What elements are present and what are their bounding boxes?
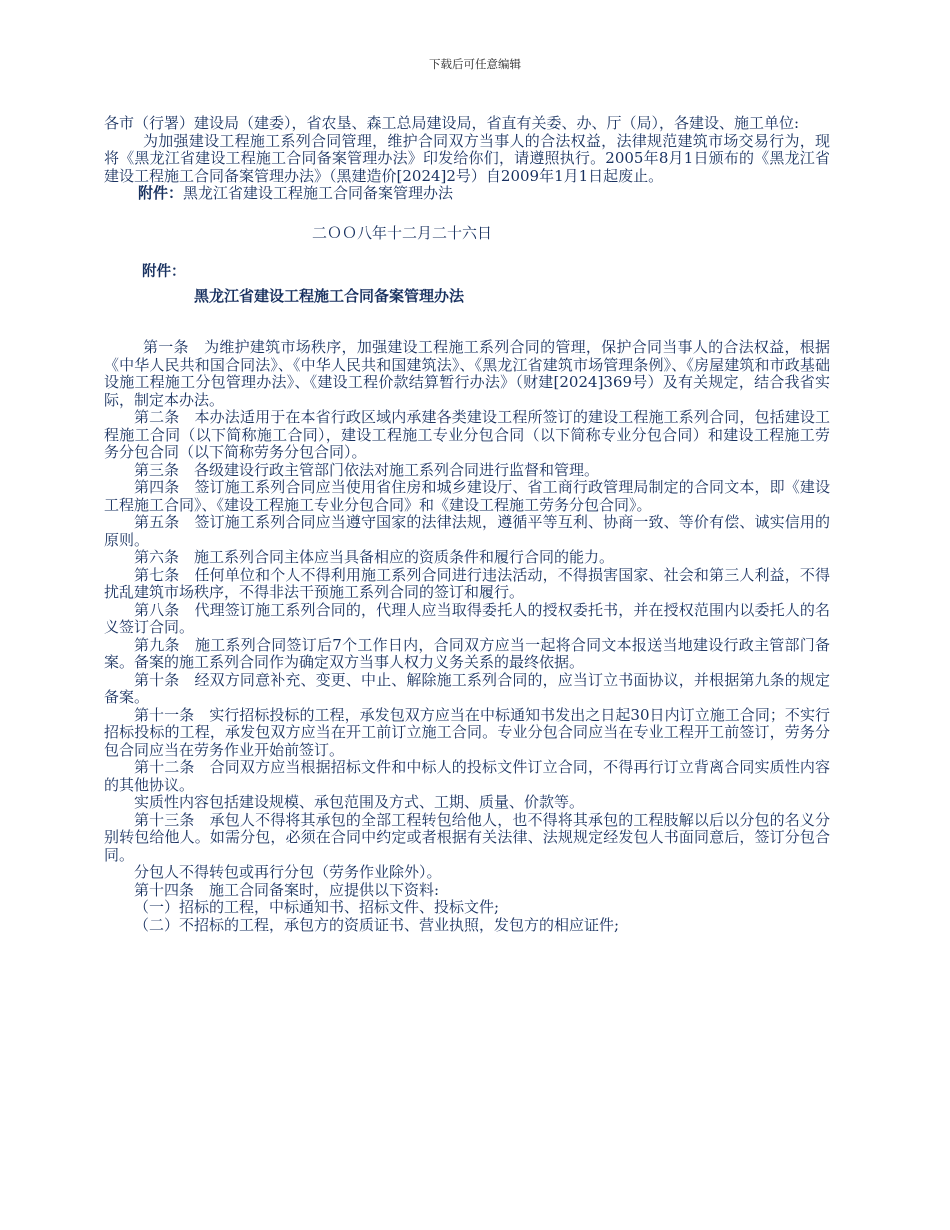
article-14-item-2: （二）不招标的工程，承包方的资质证书、营业执照，发包方的相应证件; [134,915,620,934]
attachment-label: 附件： [138,184,184,202]
document-title: 黑龙江省建设工程施工合同备案管理办法 [194,286,465,305]
notice-recipients: 各市（行署）建设局（建委），省农垦、森工总局建设局，省直有关委、办、厅（局），各建设、施工单位: [104,114,800,132]
notice-attachment [104,185,830,203]
article-12-note: 实质性内容包括建设规模、承包范围及方式、工期、质量、价款等。 [134,793,585,811]
article-1: 第一条 为维护建筑市场秩序，加强建设工程施工系列合同的管理，保护合同当事人的合法权益，根据《中华人民共和国合同法》、《中华人民共和国建筑法》、《黑龙江省建筑市场管理条例》、《房屋建筑和市政基础设施工程施工分包管理办法》、《建设工程价款结算暂行办法》（财建[2024]369号）及有关规定，结合我省实际，制定本办法。 [104,338,830,409]
article-5: 第五条 签订施工系列合同应当遵守国家的法律法规，遵循平等互利、协商一致、等价有偿、诚实信用的原则。 [104,513,830,549]
article-4: 第四条 签订施工系列合同应当使用省住房和城乡建设厅、省工商行政管理局制定的合同文本，即《建设工程施工合同》、《建设工程施工专业分包合同》和《建设工程施工劳务分包合同》。 [104,478,830,514]
article-2: 第二条 本办法适用于在本省行政区域内承建各类建设工程所签订的建设工程施工系列合同，包括建设工程施工合同（以下简称施工合同），建设工程施工专业分包合同（以下简称专业分包合同）和建设工程施工劳务分包合同（以下简称劳务分包合同）。 [104,408,830,461]
document-body [104,115,830,934]
article-13-note: 分包人不得转包或再行分包（劳务作业除外）。 [134,863,442,881]
attachment-heading: 附件： [142,264,186,280]
article-6: 第六条 施工系列合同主体应当具备相应的资质条件和履行合同的能力。 [134,548,615,566]
article-11: 第十一条 实行招标投标的工程，承发包双方应当在中标通知书发出之日起30日内订立施工合同；不实行招标投标的工程，承发包双方应当在开工前订立施工合同。专业分包合同应当在专业工程开工前签订，劳务分包合同应当在劳务作业开始前签订。 [104,705,830,759]
article-14-item-1: （一）招标的工程，中标通知书、招标文件、投标文件; [134,898,500,916]
article-3: 第三条 各级建设行政主管部门依法对施工系列合同进行监督和管理。 [134,460,600,479]
article-10: 第十条 经双方同意补充、变更、中止、解除施工系列合同的，应当订立书面协议，并根据第九条的规定备案。 [104,670,830,706]
notice-date: 二ＯＯ八年十二月二十六日 [312,223,493,242]
article-14: 第十四条 施工合同备案时，应提供以下资料: [134,880,440,899]
notice-body: 为加强建设工程施工系列合同管理，维护合同双方当事人的合法权益，法律规范建筑市场交易行为，现将《黑龙江省建设工程施工合同备案管理办法》印发给你们，请遵照执行。2005年8月1日颁布的《黑龙江省建设工程施工合同备案管理办法》（黑建造价[2024]2号）自2009年1月1日起废止。 [104,131,830,185]
attachment-name: 黑龙江省建设工程施工合同备案管理办法 [183,184,454,202]
article-9: 第九条 施工系列合同签订后7个工作日内，合同双方应当一起将合同文本报送当地建设行政主管部门备案。备案的施工系列合同作为确定双方当事人权力义务关系的最终依据。 [104,635,830,671]
article-12: 第十二条 合同双方应当根据招标文件和中标人的投标文件订立合同，不得再行订立背离合同实质性内容的其他协议。 [104,758,830,794]
article-7: 第七条 任何单位和个人不得利用施工系列合同进行违法活动，不得损害国家、社会和第三人利益，不得扰乱建筑市场秩序，不得非法干预施工系列合同的签订和履行。 [104,565,830,601]
article-13: 第十三条 承包人不得将其承包的全部工程转包给他人，也不得将其承包的工程肢解以后以分包的名义分别转包给他人。如需分包，必须在合同中约定或者根据有关法律、法规规定经发包人书面同意后，签订分包合同。 [104,810,830,864]
spacer [104,305,830,339]
download-note: 下载后可任意编辑 [429,57,521,71]
article-8: 第八条 代理签订施工系列合同的，代理人应当取得委托人的授权委托书，并在授权范围内以委托人的名义签订合同。 [104,600,830,636]
